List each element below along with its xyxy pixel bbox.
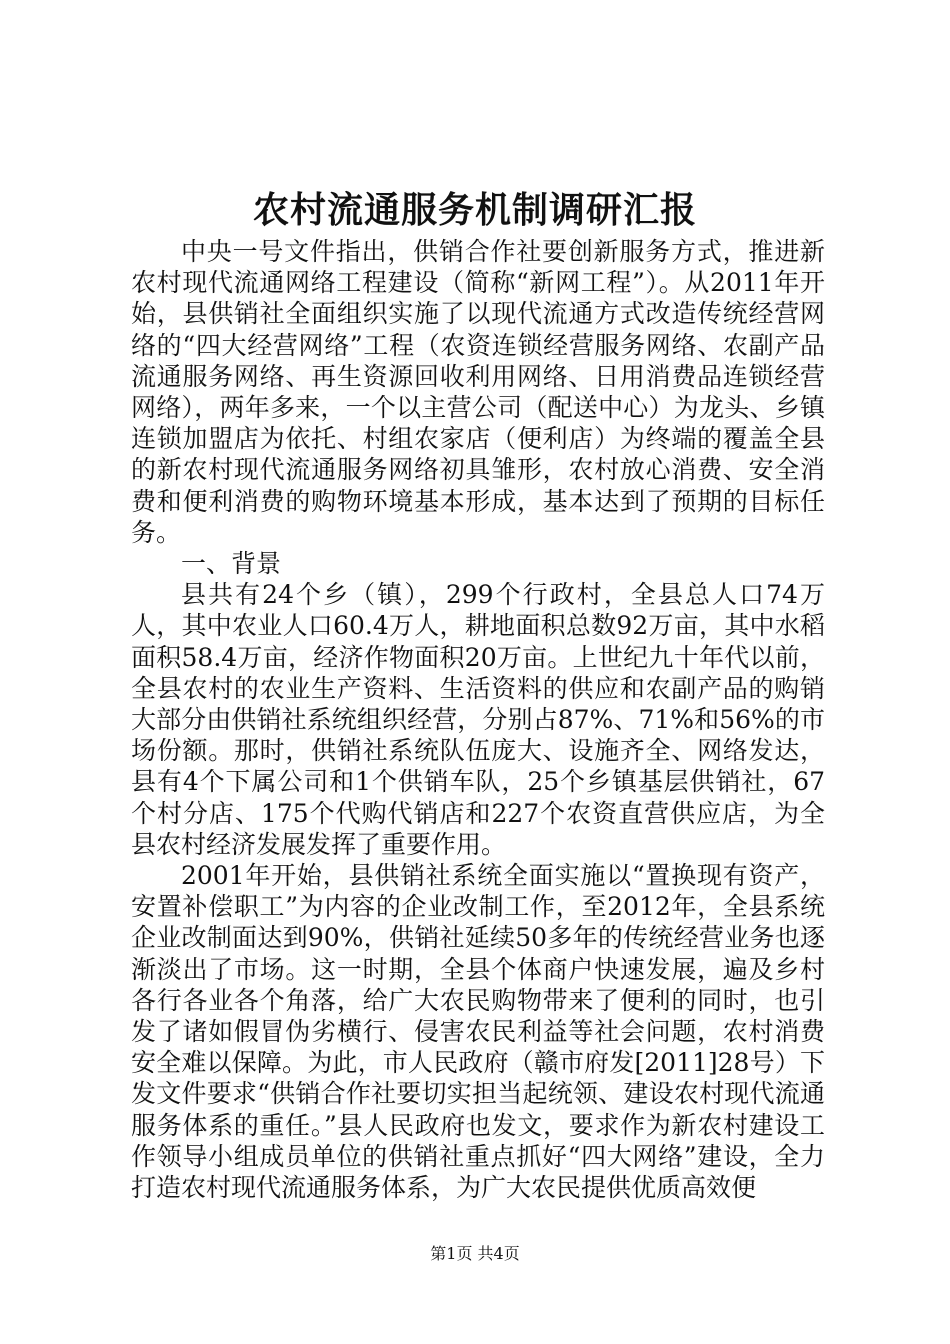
section-heading-background: 一、背景 xyxy=(181,549,282,579)
document-title: 农村流通服务机制调研汇报 xyxy=(252,189,697,231)
document-body xyxy=(131,236,825,1203)
paragraph-reform: 2001年开始，县供销社系统全面实施以“置换现有资产，安置补偿职工”为内容的企业改制工作，至2012年，全县系统企业改制面达到90%，供销社延续50多年的传统经营业务也逐渐淡出了市场。这一时期，全县个体商户快速发展，遍及乡村各行各业各个角落，给广大农民购物带来了便利的同时，也引发了诸如假冒伪劣横行、侵害农民利益等社会问题，农村消费安全难以保障。为此，市人民政府（赣市府发[2011]28号）下发文件要求“供销合作社要切实担当起统领、建设农村现代流通服务体系的重任。”县人民政府也发文，要求作为新农村建设工作领导小组成员单位的供销社重点抓好“四大网络”建设，全力打造农村现代流通服务体系，为广大农民提供优质高效便 xyxy=(131,861,825,1203)
paragraph-background: 县共有24个乡（镇），299个行政村，全县总人口74万人，其中农业人口60.4万人，耕地面积总数92万亩，其中水稻面积58.4万亩，经济作物面积20万亩。上世纪九十年代以前，全县农村的农业生产资料、生活资料的供应和农副产品的购销大部分由供销社系统组织经营，分别占87%、71%和56%的市场份额。那时，供销社系统队伍庞大、设施齐全、网络发达，县有4个下属公司和1个供销车队，25个乡镇基层供销社，67个村分店、175个代购代销店和227个农资直营供应店，为全县农村经济发展发挥了重要作用。 xyxy=(131,580,825,859)
paragraph-intro: 中央一号文件指出，供销合作社要创新服务方式，推进新农村现代流通网络工程建设（简称“新网工程”）。从2011年开始，县供销社全面组织实施了以现代流通方式改造传统经营网络的“四大经营网络”工程（农资连锁经营服务网络、农副产品流通服务网络、再生资源回收利用网络、日用消费品连锁经营网络），两年多来，一个以主营公司（配送中心）为龙头、乡镇连锁加盟店为依托、村组农家店（便利店）为终端的覆盖全县的新农村现代流通服务网络初具雏形，农村放心消费、安全消费和便利消费的购物环境基本形成，基本达到了预期的目标任务。 xyxy=(131,237,825,547)
page-number: 第1页 共4页 xyxy=(430,1244,520,1263)
